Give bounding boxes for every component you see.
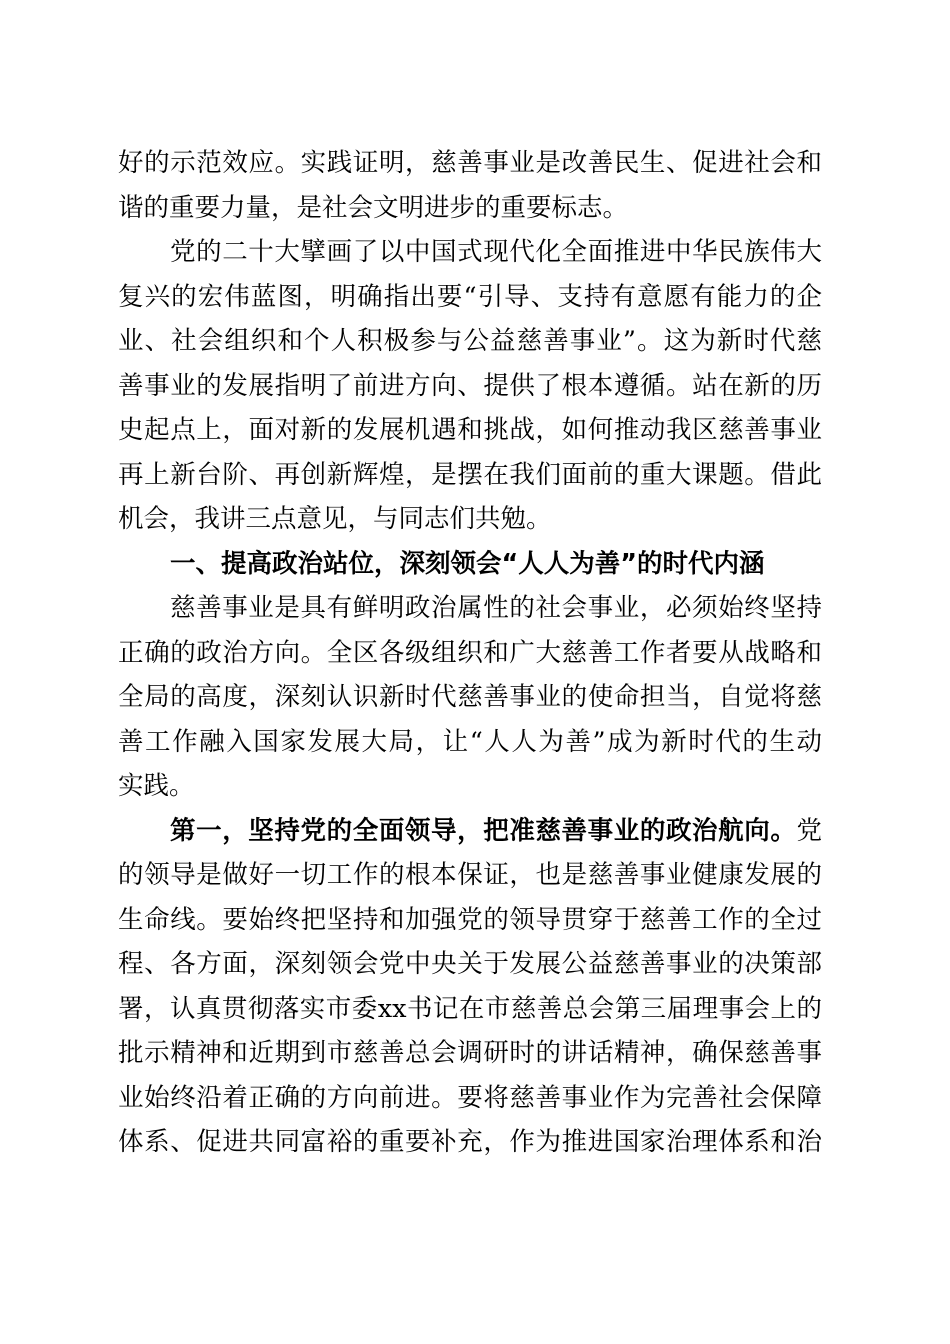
paragraph-line: 好的示范效应。实践证明，慈善事业是改善民生、促进社会和 — [118, 148, 822, 178]
paragraph-line: 谐的重要力量，是社会文明进步的重要标志。 — [118, 192, 629, 223]
paragraph-line: 善工作融入国家发展大局，让“人人为善”成为新时代的生动 — [118, 726, 822, 757]
paragraph-line: 复兴的宏伟蓝图，明确指出要“引导、支持有意愿有能力的企 — [118, 281, 822, 312]
paragraph-3 — [118, 586, 822, 809]
paragraph-1 — [118, 141, 822, 230]
paragraph-line: 业始终沿着正确的方向前进。要将慈善事业作为完善社会保障 — [118, 1082, 822, 1113]
paragraph-line: 史起点上，面对新的发展机遇和挑战，如何推动我区慈善事业 — [118, 415, 822, 445]
paragraph-line: 党的二十大擘画了以中国式现代化全面推进中华民族伟大 — [170, 237, 822, 267]
paragraph-line: 批示精神和近期到市慈善总会调研时的讲话精神，确保慈善事 — [118, 1038, 822, 1068]
section-heading-block — [118, 542, 822, 587]
paragraph-line: 程、各方面，深刻领会党中央关于发展公益慈善事业的决策部 — [118, 949, 822, 979]
point-lead-sentence: 第一，坚持党的全面领导，把准慈善事业的政治航向。 — [170, 815, 797, 846]
paragraph-line — [118, 809, 822, 854]
document-body — [118, 141, 822, 1165]
paragraph-line: 的领导是做好一切工作的根本保证，也是慈善事业健康发展的 — [118, 860, 822, 890]
paragraph-line: 署，认真贯彻落实市委xx书记在市慈善总会第三届理事会上的 — [118, 993, 822, 1024]
paragraph-line: 正确的政治方向。全区各级组织和广大慈善工作者要从战略和 — [118, 637, 822, 668]
paragraph-line: 全局的高度，深刻认识新时代慈善事业的使命担当，自觉将慈 — [118, 682, 822, 712]
paragraph-line: 慈善事业是具有鲜明政治属性的社会事业，必须始终坚持 — [170, 593, 822, 623]
paragraph-2 — [118, 230, 822, 542]
paragraph-line: 再上新台阶、再创新辉煌，是摆在我们面前的重大课题。借此 — [118, 459, 822, 490]
section-heading: 一、提高政治站位，深刻领会“人人为善”的时代内涵 — [170, 548, 765, 579]
paragraph-line: 业、社会组织和个人积极参与公益慈善事业”。这为新时代慈 — [118, 326, 822, 356]
paragraph-line: 机会，我讲三点意见，与同志们共勉。 — [118, 504, 552, 534]
paragraph-line-text: 党 — [796, 815, 822, 846]
paragraph-line: 生命线。要始终把坚持和加强党的领导贯穿于慈善工作的全过 — [118, 904, 822, 935]
paragraph-line: 善事业的发展指明了前进方向、提供了根本遵循。站在新的历 — [118, 370, 822, 401]
paragraph-line: 实践。 — [118, 771, 195, 801]
paragraph-line: 体系、促进共同富裕的重要补充，作为推进国家治理体系和治 — [118, 1127, 822, 1157]
paragraph-4 — [118, 809, 822, 1165]
